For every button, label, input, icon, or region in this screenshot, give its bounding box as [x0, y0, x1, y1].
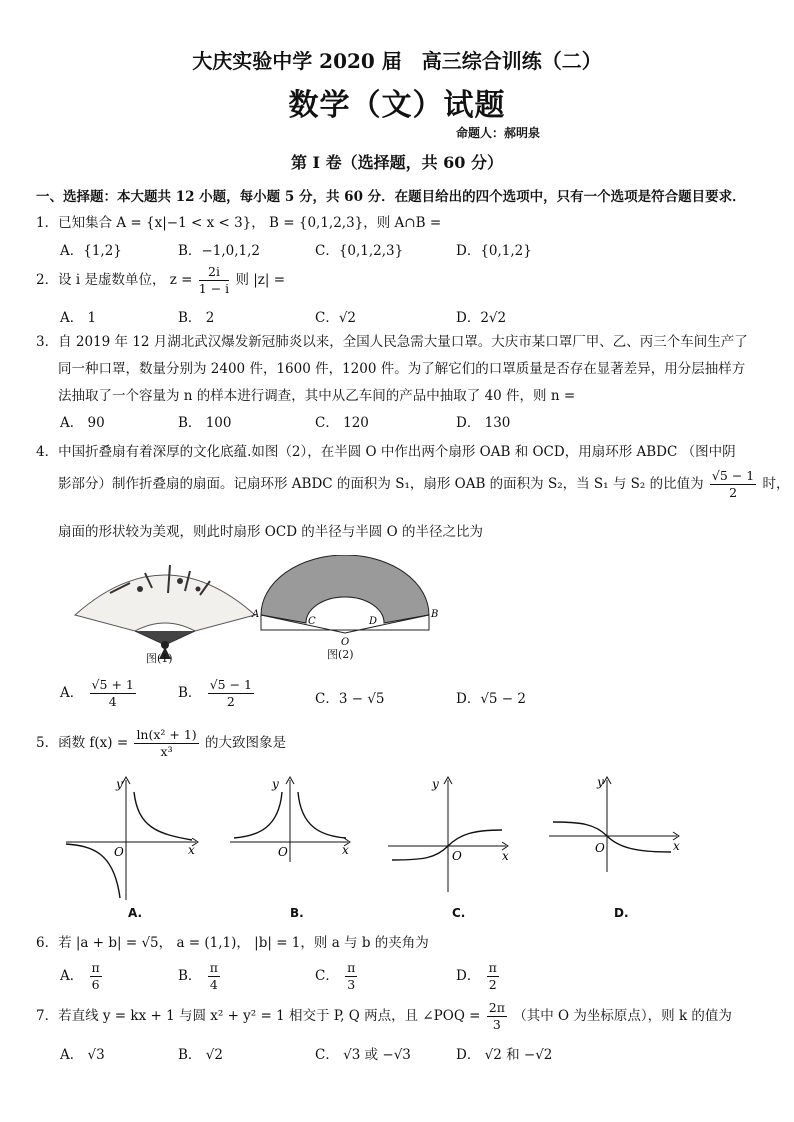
q2-option-d: D．2√2	[456, 310, 507, 326]
q3-line-2: 同一种口罩，数量分别为 2400 件，1600 件，1200 件。为了解它们的口罩质量是否存在显著差异，用分层抽样方	[58, 361, 746, 377]
fan-diagram-figure	[250, 555, 440, 650]
q4-option-a-den: 4	[108, 694, 117, 709]
q4-option-c-label: C．	[315, 691, 339, 707]
volume-title: 第 I 卷（选择题，共 60 分）	[290, 153, 504, 172]
q6-option-c-fraction	[345, 960, 357, 993]
q1-option-a: A．{1,2}	[60, 243, 122, 259]
fig1-caption: 图(1)	[146, 652, 173, 665]
q2-frac-den: 1 − i	[198, 281, 230, 296]
q4-option-c-text: 3 − √5	[338, 691, 385, 707]
label-a: A	[252, 609, 260, 620]
q4-line-2-pre: 影部分）制作折叠扇的扇面。记扇环形 ABDC 的面积为 S₁，扇形 OAB 的面积为 S₂，当 S₁ 与 S₂ 的比值为	[58, 476, 704, 492]
q3-option-d: D． 130	[456, 415, 511, 431]
q1-option-d: D．{0,1,2}	[456, 243, 532, 259]
author: 命题人：郝明泉	[456, 126, 541, 140]
label-b: B	[431, 609, 439, 620]
curve-left	[66, 844, 120, 898]
section-heading: 一、选择题：本大题共 12 小题，每小题 5 分，共 60 分．在题目给出的四个选项中，只有一个选项是符合题目要求．	[36, 189, 746, 205]
q2-frac-num: 2i	[199, 264, 229, 281]
q1-stem: 1．已知集合 A = {x|−1 < x < 3}， B = {0,1,2,3}，则 A∩B =	[36, 215, 442, 231]
x-label: x	[342, 843, 349, 857]
q3-option-b: B． 100	[178, 415, 232, 431]
q4-option-a-label: A．	[60, 685, 84, 701]
q4-option-b-fraction	[208, 677, 254, 710]
q5-stem-post: 的大致图象是	[204, 735, 286, 751]
school-line: 大庆实验中学 2020 届 高三综合训练（二）	[192, 49, 602, 73]
q6-option-c-label: C．	[315, 968, 339, 984]
label-c: C	[308, 616, 316, 627]
q6-option-a-fraction	[90, 960, 102, 993]
q6-option-d-label: D．	[456, 968, 481, 984]
q3-option-c: C． 120	[315, 415, 369, 431]
graph-d-label: D.	[614, 906, 629, 920]
q4-option-d	[456, 687, 526, 707]
graph-b-label: B.	[290, 906, 304, 920]
q4-option-d-label: D．	[456, 691, 481, 707]
q4-option-b-num: √5 − 1	[209, 677, 253, 692]
q6-option-d-den: 2	[488, 977, 497, 992]
origin-label: O	[452, 849, 462, 863]
q5-frac-den: x³	[160, 744, 173, 759]
q7-stem-post: （其中 O 为坐标原点），则 k 的值为	[513, 1008, 732, 1024]
q7-frac-num: 2π	[488, 1000, 505, 1015]
q7-option-a: A． √3	[60, 1047, 105, 1063]
graph-a-label: A.	[128, 906, 143, 920]
page-title: 数学（文）试题	[288, 88, 506, 123]
q4-ratio-den: 2	[729, 485, 738, 500]
q3-line-3: 法抽取了一个容量为 n 的样本进行调查，其中从乙车间的产品中抽取了 40 件，则 n =	[58, 388, 576, 404]
label-d: D	[369, 616, 378, 627]
q6-option-b-den: 4	[209, 977, 218, 992]
q6-option-c	[315, 960, 359, 993]
fan-blossom	[177, 578, 183, 584]
q2-stem	[36, 264, 285, 297]
q3-option-a: A． 90	[60, 415, 105, 431]
origin-label: O	[278, 845, 288, 859]
fan-photo-figure	[70, 553, 260, 663]
q7-fraction	[487, 1000, 507, 1033]
q5-stem-pre: 5．函数 f(x) =	[36, 735, 129, 751]
q4-option-d-text: √5 − 2	[480, 691, 527, 707]
x-label: x	[673, 839, 680, 853]
origin-label: O	[595, 841, 605, 855]
q7-stem	[36, 1000, 732, 1033]
q6-option-b	[178, 960, 222, 993]
graph-b	[226, 772, 366, 904]
q4-option-a-num: √5 + 1	[91, 677, 134, 692]
y-label: y	[272, 777, 279, 791]
fan-blossom	[137, 586, 143, 592]
q2-fraction	[199, 264, 229, 297]
x-label: x	[188, 843, 195, 857]
q4-line-3: 扇面的形状较为美观，则此时扇形 OCD 的半径与半圆 O 的半径之比为	[58, 524, 483, 540]
q4-line-2	[58, 468, 790, 501]
q2-option-c: C．√2	[315, 310, 357, 326]
y-label: y	[116, 777, 123, 791]
q4-ratio-num: √5 − 1	[711, 468, 755, 483]
q5-stem	[36, 727, 286, 760]
q6-option-b-label: B．	[178, 968, 202, 984]
q6-option-a-label: A．	[60, 968, 84, 984]
q6-option-b-fraction	[208, 960, 220, 993]
q7-option-d: D． √2 和 −√2	[456, 1047, 553, 1063]
q4-option-b-den: 2	[226, 694, 235, 709]
q6-option-a-den: 6	[91, 977, 100, 992]
curve-right	[298, 792, 346, 838]
curve-right	[134, 792, 192, 840]
x-label: x	[502, 849, 509, 863]
q6-option-d	[456, 960, 501, 993]
q3-line-1: 3．自 2019 年 12 月湖北武汉爆发新冠肺炎以来，全国人民急需大量口罩。大庆市某口罩厂甲、乙、丙三个车间生产了	[36, 334, 748, 350]
graph-d	[545, 772, 685, 904]
graph-c-label: C.	[452, 906, 466, 920]
q2-option-b: B． 2	[178, 310, 215, 326]
q4-option-a	[60, 677, 138, 710]
fan-leaf	[75, 575, 255, 631]
graph-a	[62, 772, 202, 904]
q7-frac-den: 3	[492, 1017, 501, 1032]
curve	[392, 830, 502, 860]
y-label: y	[597, 775, 604, 789]
graph-c	[384, 772, 524, 904]
q2-stem-post: 则 |z| =	[235, 272, 286, 288]
q5-frac-num: ln(x² + 1)	[136, 727, 197, 742]
q7-stem-pre: 7．若直线 y = kx + 1 与圆 x² + y² = 1 相交于 P, Q 两点，且 ∠POQ =	[36, 1008, 481, 1024]
y-label: y	[432, 777, 439, 791]
q5-fraction	[134, 727, 198, 760]
q6-option-d-num: π	[488, 960, 497, 975]
q6-option-b-num: π	[209, 960, 218, 975]
q6-option-a	[60, 960, 104, 993]
q2-stem-pre: 2．设 i 是虚数单位， z =	[36, 272, 193, 288]
q7-option-b: B． √2	[178, 1047, 223, 1063]
q6-option-d-fraction	[487, 960, 499, 993]
curve-left	[234, 792, 282, 838]
q4-line-2-post: 时，	[762, 476, 790, 492]
q4-option-c	[315, 687, 385, 707]
fig2-caption: 图(2)	[327, 648, 354, 661]
q6-option-a-num: π	[91, 960, 100, 975]
q7-option-c: C． √3 或 −√3	[315, 1047, 411, 1063]
q4-line-1: 4．中国折叠扇有着深厚的文化底蕴.如图（2），在半圆 O 中作出两个扇形 OAB 和 OCD，用扇环形 ABDC （图中阴	[36, 444, 736, 460]
fan-blossom	[196, 587, 201, 592]
q4-option-b-label: B．	[178, 685, 202, 701]
curve	[553, 822, 671, 852]
q6-option-c-num: π	[347, 960, 356, 975]
q6-stem: 6．若 |a + b| = √5， a = (1,1)， |b| = 1，则 a 与 b 的夹角为	[36, 935, 429, 951]
q4-option-a-fraction	[90, 677, 136, 710]
origin-label: O	[114, 845, 124, 859]
q6-option-c-den: 3	[347, 977, 356, 992]
q2-option-a: A． 1	[60, 310, 97, 326]
q4-option-b	[178, 677, 256, 710]
q1-option-b: B．−1,0,1,2	[178, 243, 260, 259]
q4-ratio-fraction	[710, 468, 756, 501]
label-o: O	[341, 637, 350, 648]
q1-option-c: C．{0,1,2,3}	[315, 243, 404, 259]
